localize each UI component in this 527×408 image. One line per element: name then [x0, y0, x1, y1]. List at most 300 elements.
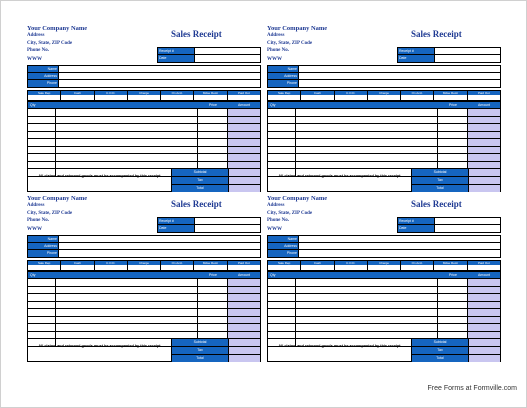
payment-cell[interactable] [368, 91, 401, 100]
receipt-footer [267, 338, 501, 362]
item-row [28, 316, 260, 324]
amount-cell[interactable] [228, 117, 260, 124]
tax-field[interactable] [468, 177, 500, 184]
price-header: Price [449, 273, 457, 277]
payment-cell[interactable] [434, 91, 467, 100]
price-cell[interactable] [198, 287, 228, 294]
total-field[interactable] [468, 355, 500, 362]
company-city: City, State, ZIP Code [27, 210, 73, 216]
payment-label: Cash [61, 261, 93, 265]
meta-row [158, 48, 260, 55]
meta-label: Receipt # [398, 218, 434, 224]
payment-cell[interactable] [95, 91, 128, 100]
totals-block [172, 169, 260, 191]
customer-name-field[interactable] [298, 236, 500, 242]
payment-label: C.O.D. [95, 91, 127, 95]
item-row [268, 153, 500, 161]
customer-name-field[interactable] [298, 66, 500, 72]
payment-label: Mdse Retd. [194, 261, 226, 265]
amount-cell[interactable] [468, 279, 500, 286]
amount-cell[interactable] [468, 147, 500, 154]
description-cell[interactable] [296, 139, 438, 146]
customer-label: Phone [28, 80, 58, 87]
date-field[interactable] [434, 225, 500, 232]
item-row [28, 161, 260, 169]
payment-cell[interactable] [228, 261, 260, 270]
receipt-title: Sales Receipt [411, 199, 462, 209]
meta-label: Date [398, 55, 434, 62]
price-cell[interactable] [438, 324, 468, 331]
amount-cell[interactable] [228, 309, 260, 316]
description-cell[interactable] [56, 124, 198, 131]
price-cell[interactable] [198, 324, 228, 331]
qty-cell[interactable] [28, 117, 56, 124]
payment-cell[interactable] [268, 261, 301, 270]
customer-phone-field[interactable] [298, 80, 500, 87]
meta-label: Date [158, 55, 194, 62]
description-cell[interactable] [296, 302, 438, 309]
payment-label: Cash [61, 91, 93, 95]
customer-row [268, 236, 500, 243]
qty-cell[interactable] [28, 109, 56, 116]
totals-block [412, 339, 500, 361]
date-field[interactable] [194, 225, 260, 232]
qty-cell[interactable] [268, 294, 296, 301]
price-cell[interactable] [438, 147, 468, 154]
sales-receipt [265, 195, 501, 365]
item-rows [268, 108, 500, 176]
amount-cell[interactable] [468, 287, 500, 294]
payment-label: Cash [301, 91, 333, 95]
payment-cell[interactable] [95, 261, 128, 270]
price-cell[interactable] [198, 294, 228, 301]
tax-label: Tax [412, 177, 468, 184]
item-row [268, 108, 500, 116]
description-cell[interactable] [296, 124, 438, 131]
item-row [28, 108, 260, 116]
item-row [268, 161, 500, 169]
item-row [268, 301, 500, 309]
description-cell[interactable] [56, 109, 198, 116]
meta-label: Receipt # [158, 218, 194, 224]
sales-receipt [265, 25, 501, 195]
meta-row [398, 225, 500, 232]
items-header [268, 102, 500, 108]
items-table [267, 101, 501, 177]
qty-cell[interactable] [28, 132, 56, 139]
qty-cell[interactable] [28, 279, 56, 286]
payment-cell[interactable] [301, 261, 334, 270]
amount-cell[interactable] [228, 287, 260, 294]
customer-address-field[interactable] [298, 243, 500, 249]
description-cell[interactable] [56, 117, 198, 124]
price-cell[interactable] [198, 317, 228, 324]
items-header [268, 272, 500, 278]
amount-cell[interactable] [468, 302, 500, 309]
customer-label: Address [268, 73, 298, 79]
subtotal-label: Subtotal [412, 169, 468, 176]
customer-row [268, 80, 500, 87]
description-cell[interactable] [56, 139, 198, 146]
price-header: Price [449, 103, 457, 107]
payment-label: Charge [128, 91, 160, 95]
receipt-number-field[interactable] [194, 218, 260, 224]
receipt-number-field[interactable] [434, 218, 500, 224]
payment-cell[interactable] [335, 261, 368, 270]
payment-cell[interactable] [128, 91, 161, 100]
description-cell[interactable] [56, 309, 198, 316]
receipt-number-field[interactable] [194, 48, 260, 54]
amount-cell[interactable] [468, 132, 500, 139]
total-label: Total [172, 185, 228, 192]
qty-cell[interactable] [28, 147, 56, 154]
item-row [28, 153, 260, 161]
description-cell[interactable] [296, 309, 438, 316]
date-field[interactable] [434, 55, 500, 62]
qty-cell[interactable] [268, 279, 296, 286]
date-field[interactable] [194, 55, 260, 62]
payment-label: Sale Rep [28, 91, 60, 95]
payment-cell[interactable] [268, 91, 301, 100]
company-block [27, 25, 157, 63]
payment-cell[interactable] [434, 261, 467, 270]
qty-cell[interactable] [268, 109, 296, 116]
customer-row [28, 66, 260, 73]
payment-label: Sale Rep [268, 91, 300, 95]
amount-cell[interactable] [468, 109, 500, 116]
customer-phone-field[interactable] [58, 80, 260, 87]
receipt-meta [157, 47, 261, 63]
total-label: Total [412, 185, 468, 192]
payment-row [267, 260, 501, 271]
item-rows [28, 108, 260, 176]
qty-header: Qty [30, 273, 36, 277]
subtotal-label: Subtotal [172, 339, 228, 346]
company-phone: Phone No. [267, 218, 289, 223]
description-cell[interactable] [56, 317, 198, 324]
description-cell[interactable] [296, 109, 438, 116]
description-cell[interactable] [56, 302, 198, 309]
amount-cell[interactable] [228, 324, 260, 331]
credit-text: Free Forms at Formville.com [427, 385, 517, 392]
amount-cell[interactable] [228, 124, 260, 131]
sales-receipt [25, 25, 261, 195]
description-cell[interactable] [296, 324, 438, 331]
customer-label: Name [28, 236, 58, 242]
price-cell[interactable] [198, 124, 228, 131]
customer-row [28, 73, 260, 80]
payment-cell[interactable] [401, 261, 434, 270]
subtotal-label: Subtotal [172, 169, 228, 176]
customer-row [28, 80, 260, 87]
receipt-footer [27, 338, 261, 362]
tax-field[interactable] [228, 347, 260, 354]
item-row [268, 293, 500, 301]
total-label: Total [172, 355, 228, 362]
payment-label: Paid Out [228, 261, 260, 265]
item-row [28, 308, 260, 316]
qty-cell[interactable] [28, 324, 56, 331]
company-phone: Phone No. [27, 48, 49, 53]
amount-cell[interactable] [468, 117, 500, 124]
tax-label: Tax [412, 347, 468, 354]
tax-field[interactable] [228, 177, 260, 184]
qty-cell[interactable] [268, 317, 296, 324]
total-row [412, 177, 500, 185]
receipt-title: Sales Receipt [171, 199, 222, 209]
qty-cell[interactable] [28, 154, 56, 161]
price-cell[interactable] [438, 132, 468, 139]
payment-cell[interactable] [161, 91, 194, 100]
qty-cell[interactable] [268, 124, 296, 131]
payment-cell[interactable] [61, 91, 94, 100]
description-cell[interactable] [296, 279, 438, 286]
description-cell[interactable] [296, 132, 438, 139]
amount-cell[interactable] [468, 154, 500, 161]
payment-label: Mdse Retd. [434, 91, 466, 95]
qty-cell[interactable] [28, 139, 56, 146]
price-cell[interactable] [438, 302, 468, 309]
description-cell[interactable] [296, 154, 438, 161]
price-cell[interactable] [198, 139, 228, 146]
item-row [268, 278, 500, 286]
price-cell[interactable] [438, 287, 468, 294]
customer-name-field[interactable] [58, 236, 260, 242]
description-header [296, 102, 438, 108]
qty-header: Qty [270, 103, 276, 107]
receipt-title: Sales Receipt [171, 29, 222, 39]
qty-cell[interactable] [268, 147, 296, 154]
description-cell[interactable] [296, 317, 438, 324]
qty-header: Qty [270, 273, 276, 277]
description-cell[interactable] [296, 117, 438, 124]
qty-header: Qty [30, 103, 36, 107]
payment-cell[interactable] [161, 261, 194, 270]
total-row [412, 339, 500, 347]
company-city: City, State, ZIP Code [267, 40, 313, 46]
item-row [28, 123, 260, 131]
claims-note: All claims and returned goods must be accompanied by this receipt [268, 339, 412, 361]
amount-header: Amount [228, 102, 260, 108]
payment-label: C.O.D. [95, 261, 127, 265]
meta-label: Receipt # [158, 48, 194, 54]
description-cell[interactable] [56, 294, 198, 301]
payment-label: On Acct. [161, 91, 193, 95]
meta-row [158, 218, 260, 225]
amount-cell[interactable] [228, 139, 260, 146]
amount-cell[interactable] [228, 109, 260, 116]
claims-note: All claims and returned goods must be accompanied by this receipt [28, 339, 172, 361]
subtotal-field[interactable] [468, 339, 500, 346]
items-table [27, 101, 261, 177]
customer-address-field[interactable] [298, 73, 500, 79]
customer-label: Address [28, 243, 58, 249]
payment-row [27, 260, 261, 271]
price-cell[interactable] [198, 132, 228, 139]
customer-phone-field[interactable] [58, 250, 260, 257]
qty-cell[interactable] [28, 287, 56, 294]
total-field[interactable] [228, 185, 260, 192]
qty-cell[interactable] [268, 302, 296, 309]
amount-cell[interactable] [228, 317, 260, 324]
qty-cell[interactable] [268, 309, 296, 316]
qty-cell[interactable] [268, 139, 296, 146]
description-cell[interactable] [56, 132, 198, 139]
price-cell[interactable] [198, 154, 228, 161]
payment-label: Charge [368, 91, 400, 95]
price-cell[interactable] [198, 309, 228, 316]
description-cell[interactable] [296, 287, 438, 294]
total-row [172, 169, 260, 177]
subtotal-field[interactable] [468, 169, 500, 176]
payment-cell[interactable] [61, 261, 94, 270]
price-cell[interactable] [438, 139, 468, 146]
items-table [267, 271, 501, 347]
item-row [28, 146, 260, 154]
description-cell[interactable] [296, 294, 438, 301]
description-cell[interactable] [296, 147, 438, 154]
qty-cell[interactable] [268, 132, 296, 139]
subtotal-field[interactable] [228, 339, 260, 346]
payment-cell[interactable] [468, 261, 500, 270]
amount-cell[interactable] [228, 302, 260, 309]
total-field[interactable] [228, 355, 260, 362]
amount-cell[interactable] [228, 147, 260, 154]
customer-row [28, 250, 260, 257]
total-row [172, 347, 260, 355]
qty-cell[interactable] [268, 287, 296, 294]
payment-label: Sale Rep [268, 261, 300, 265]
customer-name-field[interactable] [58, 66, 260, 72]
qty-cell[interactable] [28, 294, 56, 301]
payment-label: Cash [301, 261, 333, 265]
description-cell[interactable] [56, 147, 198, 154]
meta-label: Date [398, 225, 434, 232]
receipt-footer [267, 168, 501, 192]
item-row [28, 131, 260, 139]
meta-row [398, 218, 500, 225]
price-header: Price [209, 273, 217, 277]
payment-cell[interactable] [228, 91, 260, 100]
description-cell[interactable] [56, 324, 198, 331]
qty-cell[interactable] [268, 117, 296, 124]
item-row [28, 323, 260, 331]
price-cell[interactable] [198, 302, 228, 309]
amount-cell[interactable] [468, 294, 500, 301]
amount-cell[interactable] [468, 139, 500, 146]
payment-cell[interactable] [468, 91, 500, 100]
company-address: Address [267, 203, 285, 208]
amount-header: Amount [228, 272, 260, 278]
price-cell[interactable] [198, 147, 228, 154]
item-row [268, 323, 500, 331]
payment-label: Sale Rep [28, 261, 60, 265]
price-cell[interactable] [438, 117, 468, 124]
receipt-meta [397, 217, 501, 233]
amount-cell[interactable] [468, 324, 500, 331]
amount-cell[interactable] [228, 132, 260, 139]
items-header [28, 102, 260, 108]
payment-cell[interactable] [28, 261, 61, 270]
description-cell[interactable] [56, 154, 198, 161]
amount-cell[interactable] [468, 309, 500, 316]
customer-label: Phone [268, 80, 298, 87]
payment-cell[interactable] [28, 91, 61, 100]
payment-label: Paid Out [468, 91, 500, 95]
amount-cell[interactable] [228, 154, 260, 161]
tax-field[interactable] [468, 347, 500, 354]
item-row [268, 116, 500, 124]
customer-label: Phone [28, 250, 58, 257]
price-cell[interactable] [198, 109, 228, 116]
items-header [28, 272, 260, 278]
company-www: WWW [27, 226, 42, 232]
amount-header: Amount [468, 272, 500, 278]
tax-label: Tax [172, 347, 228, 354]
amount-cell[interactable] [468, 124, 500, 131]
payment-cell[interactable] [335, 91, 368, 100]
customer-label: Name [28, 66, 58, 72]
price-cell[interactable] [198, 117, 228, 124]
price-cell[interactable] [438, 154, 468, 161]
amount-cell[interactable] [228, 294, 260, 301]
qty-cell[interactable] [28, 309, 56, 316]
customer-address-field[interactable] [58, 243, 260, 249]
qty-cell[interactable] [28, 317, 56, 324]
payment-cell[interactable] [368, 261, 401, 270]
customer-address-field[interactable] [58, 73, 260, 79]
payment-cell[interactable] [194, 91, 227, 100]
price-cell[interactable] [438, 279, 468, 286]
amount-cell[interactable] [468, 317, 500, 324]
subtotal-field[interactable] [228, 169, 260, 176]
company-phone: Phone No. [27, 218, 49, 223]
receipt-number-field[interactable] [434, 48, 500, 54]
item-row [28, 138, 260, 146]
description-cell[interactable] [56, 279, 198, 286]
total-field[interactable] [468, 185, 500, 192]
payment-label: On Acct. [401, 91, 433, 95]
item-row [268, 146, 500, 154]
price-cell[interactable] [438, 124, 468, 131]
amount-cell[interactable] [228, 279, 260, 286]
price-cell[interactable] [198, 279, 228, 286]
price-cell[interactable] [438, 309, 468, 316]
price-cell[interactable] [438, 294, 468, 301]
company-address: Address [27, 203, 45, 208]
payment-cell[interactable] [194, 261, 227, 270]
payment-row [27, 90, 261, 101]
meta-row [158, 55, 260, 62]
meta-row [398, 48, 500, 55]
qty-cell[interactable] [268, 154, 296, 161]
payment-cell[interactable] [301, 91, 334, 100]
customer-phone-field[interactable] [298, 250, 500, 257]
item-row [268, 123, 500, 131]
payment-cell[interactable] [401, 91, 434, 100]
customer-block [27, 65, 261, 88]
item-row [28, 301, 260, 309]
price-cell[interactable] [438, 109, 468, 116]
qty-cell[interactable] [28, 302, 56, 309]
qty-cell[interactable] [28, 124, 56, 131]
payment-label: C.O.D. [335, 91, 367, 95]
total-label: Total [412, 355, 468, 362]
qty-cell[interactable] [268, 324, 296, 331]
price-cell[interactable] [438, 317, 468, 324]
payment-cell[interactable] [128, 261, 161, 270]
description-cell[interactable] [56, 287, 198, 294]
